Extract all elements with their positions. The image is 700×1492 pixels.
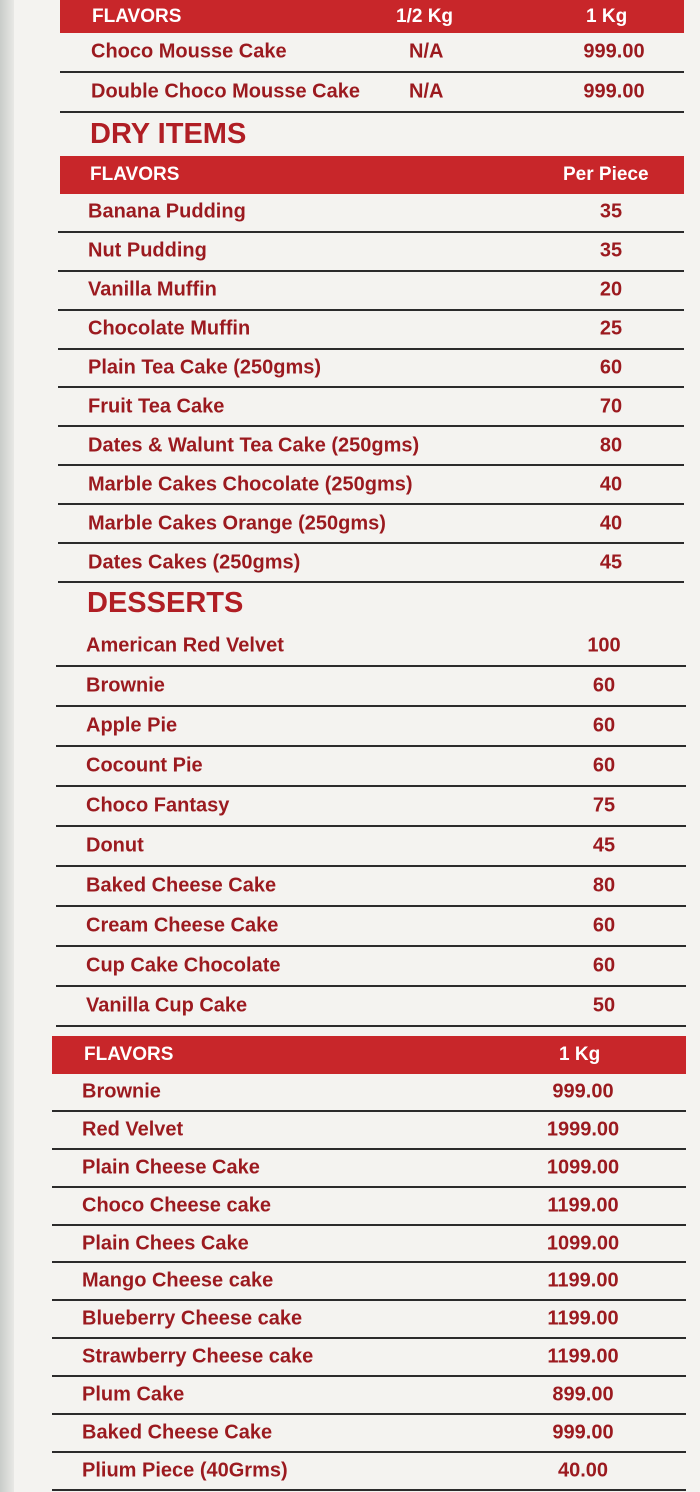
item-price: 45 xyxy=(599,551,623,574)
item-price: 1199.00 xyxy=(547,1194,619,1217)
menu-row xyxy=(52,1301,686,1339)
item-price: 60 xyxy=(592,754,616,777)
half-kg-price: N/A xyxy=(409,40,444,63)
menu-row xyxy=(52,1112,686,1150)
header-half-kg: 1/2 Kg xyxy=(396,5,454,27)
menu-row xyxy=(58,233,684,272)
item-price: 70 xyxy=(599,395,623,418)
item-price: 60 xyxy=(599,356,623,379)
header-1kg: 1 Kg xyxy=(586,5,628,27)
item-price: 40.00 xyxy=(557,1459,609,1482)
menu-row xyxy=(58,272,684,311)
menu-row xyxy=(52,1377,686,1415)
item-price: 1199.00 xyxy=(547,1307,619,1330)
menu-row xyxy=(52,1074,686,1112)
item-price: 80 xyxy=(599,434,623,457)
item-price: 75 xyxy=(592,794,616,817)
item-name: Plain Tea Cake (250gms) xyxy=(88,356,322,379)
menu-row xyxy=(52,1226,686,1264)
item-name: Red Velvet xyxy=(82,1118,184,1141)
menu-row xyxy=(56,907,686,947)
desserts-title: DESSERTS xyxy=(87,587,244,619)
menu-row xyxy=(52,1453,686,1491)
item-price: 40 xyxy=(599,473,623,496)
item-name: Cream Cheese Cake xyxy=(86,914,279,937)
item-name: Banana Pudding xyxy=(88,200,246,223)
item-price: 1199.00 xyxy=(547,1345,619,1368)
item-name: Dates & Walunt Tea Cake (250gms) xyxy=(88,434,420,457)
item-price: 1099.00 xyxy=(546,1156,620,1179)
menu-row xyxy=(58,427,684,466)
menu-row xyxy=(60,73,684,113)
item-price: 1999.00 xyxy=(546,1118,620,1141)
menu-row xyxy=(58,194,684,233)
item-name: Cup Cake Chocolate xyxy=(86,954,281,977)
item-name: Baked Cheese Cake xyxy=(86,874,277,897)
item-name: Donut xyxy=(86,834,144,857)
kg-price: 999.00 xyxy=(583,80,645,103)
item-name: Fruit Tea Cake xyxy=(88,395,225,418)
menu-row xyxy=(52,1188,686,1226)
item-price: 80 xyxy=(592,874,616,897)
menu-row xyxy=(58,544,684,583)
item-name: Blueberry Cheese cake xyxy=(82,1307,303,1330)
menu-row xyxy=(52,1150,686,1188)
item-price: 35 xyxy=(599,200,623,223)
item-name: Dates Cakes (250gms) xyxy=(88,551,301,574)
menu-row xyxy=(60,33,684,73)
header-flavors: FLAVORS xyxy=(90,164,180,185)
menu-row xyxy=(56,987,686,1027)
item-price: 20 xyxy=(599,278,623,301)
menu-row xyxy=(58,350,684,389)
item-price: 50 xyxy=(592,994,616,1017)
item-name: Apple Pie xyxy=(86,714,178,737)
dry-items-title: DRY ITEMS xyxy=(90,118,247,150)
item-name: Choco Mousse Cake xyxy=(91,40,287,63)
menu-row xyxy=(58,389,684,428)
item-name: Plain Cheese Cake xyxy=(82,1156,260,1179)
header-flavors: FLAVORS xyxy=(84,1044,174,1065)
item-name: Plum Cake xyxy=(82,1383,185,1406)
item-name: Marble Cakes Chocolate (250gms) xyxy=(88,473,413,496)
item-price: 899.00 xyxy=(552,1383,614,1406)
dry-items-header xyxy=(60,156,684,194)
item-name: Brownie xyxy=(82,1080,161,1103)
item-name: Cocount Pie xyxy=(86,754,203,777)
item-price: 60 xyxy=(592,674,616,697)
menu-row xyxy=(56,787,686,827)
menu-row xyxy=(56,827,686,867)
half-kg-price: N/A xyxy=(409,80,444,103)
table3-header xyxy=(52,1036,686,1074)
header-per-piece: Per Piece xyxy=(563,164,649,185)
item-name: Double Choco Mousse Cake xyxy=(91,80,360,103)
page-edge xyxy=(0,0,14,1492)
menu-row xyxy=(58,466,684,505)
item-name: American Red Velvet xyxy=(86,634,284,657)
item-name: Marble Cakes Orange (250gms) xyxy=(88,512,386,535)
item-price: 1099.00 xyxy=(546,1232,620,1255)
item-name: Plain Chees Cake xyxy=(82,1232,249,1255)
item-price: 999.00 xyxy=(552,1080,614,1103)
header-flavors: FLAVORS xyxy=(92,5,182,27)
item-price: 35 xyxy=(599,239,623,262)
item-name: Strawberry Cheese cake xyxy=(82,1345,314,1368)
header-1kg: 1 Kg xyxy=(559,1044,601,1065)
item-price: 60 xyxy=(592,914,616,937)
item-price: 999.00 xyxy=(552,1421,614,1444)
item-price: 25 xyxy=(599,317,623,340)
menu-row xyxy=(52,1339,686,1377)
item-name: Choco Fantasy xyxy=(86,794,230,817)
item-name: Vanilla Muffin xyxy=(88,278,217,301)
menu-row xyxy=(58,505,684,544)
item-name: Chocolate Muffin xyxy=(88,317,251,340)
menu-row xyxy=(56,667,686,707)
item-name: Nut Pudding xyxy=(88,239,207,262)
item-name: Choco Cheese cake xyxy=(82,1194,271,1217)
item-price: 60 xyxy=(592,954,616,977)
item-name: Brownie xyxy=(86,674,165,697)
menu-row xyxy=(56,627,686,667)
menu-row xyxy=(56,707,686,747)
kg-price: 999.00 xyxy=(583,40,645,63)
item-name: Vanilla Cup Cake xyxy=(86,994,248,1017)
menu-row xyxy=(56,747,686,787)
item-name: Mango Cheese cake xyxy=(82,1269,274,1292)
item-price: 100 xyxy=(587,634,621,657)
menu-row xyxy=(52,1264,686,1302)
item-price: 1199.00 xyxy=(547,1269,619,1292)
table1-header xyxy=(60,0,684,33)
item-price: 45 xyxy=(592,834,616,857)
menu-row xyxy=(56,947,686,987)
item-price: 40 xyxy=(599,512,623,535)
menu-row xyxy=(52,1415,686,1453)
item-name: Plium Piece (40Grms) xyxy=(82,1459,288,1482)
item-name: Baked Cheese Cake xyxy=(82,1421,273,1444)
menu-row xyxy=(56,867,686,907)
item-price: 60 xyxy=(592,714,616,737)
menu-row xyxy=(58,311,684,350)
